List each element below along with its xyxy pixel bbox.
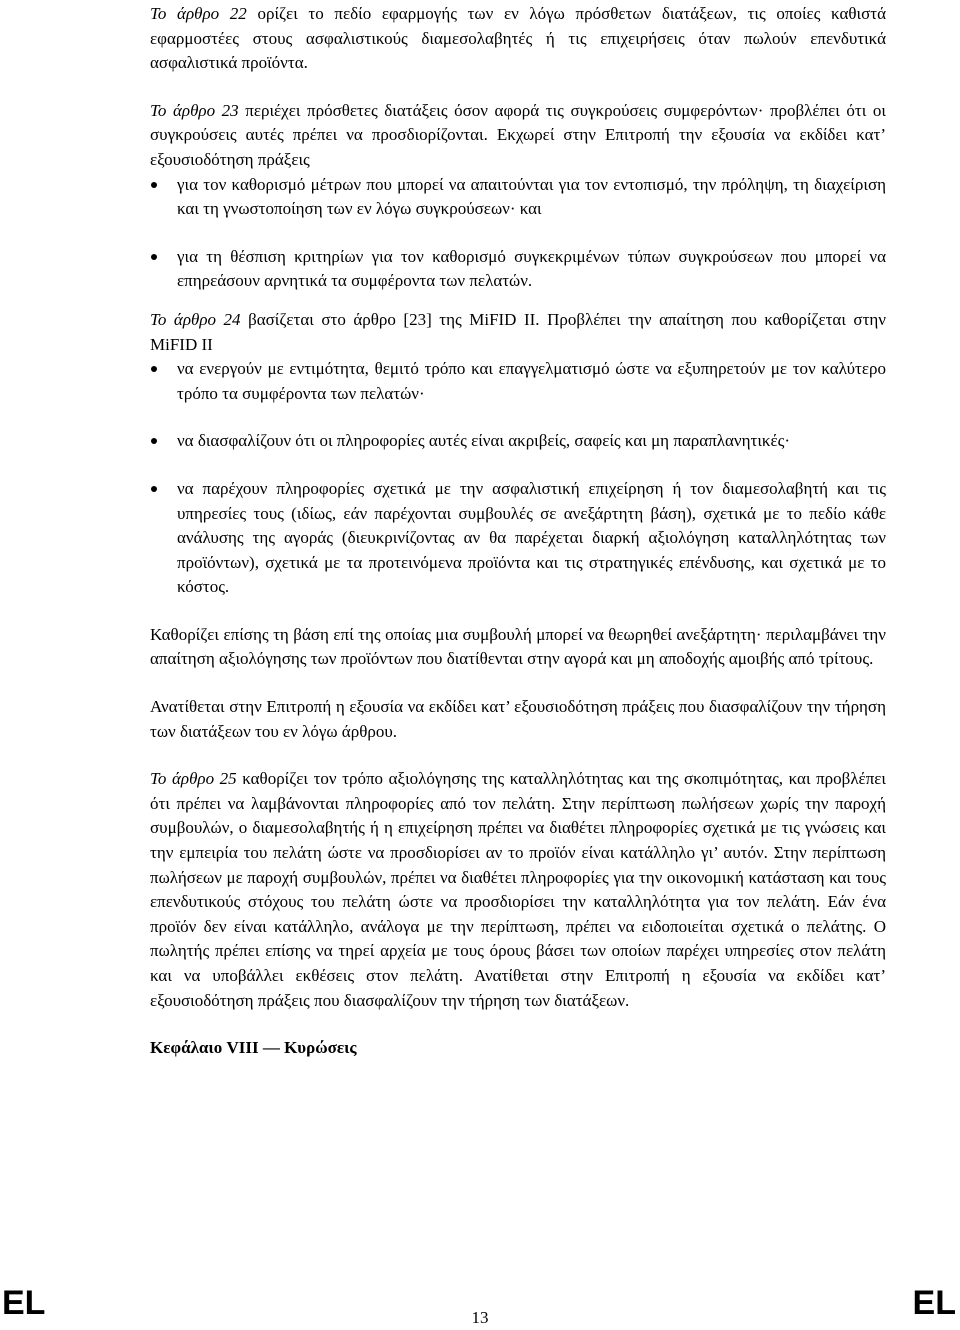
footer-language-left: EL xyxy=(2,1284,46,1322)
bullet-list-conflicts xyxy=(150,173,886,294)
paragraph-article-24: Το άρθρο 24 βασίζεται στο άρθρο [23] της MiFID II. Προβλέπει την απαίτηση που καθορίζεται στην MiFID II xyxy=(150,309,886,354)
list-item: για τον καθορισμό μέτρων που μπορεί να απαιτούνται για τον εντοπισμό, την πρόληψη, τη διαχείριση και τη γνωστοποίηση των εν λόγω συγκρούσεων· και xyxy=(150,173,886,222)
paragraph-article-22: Το άρθρο 22 ορίζει το πεδίο εφαρμογής των εν λόγω πρόσθετων διατάξεων, τις οποίες καθιστά εφαρμοστέες στους ασφαλιστικούς διαμεσολαβητές ή τις επιχειρήσεις όταν πωλούν επενδυτικά ασφαλιστικά προϊόντα. xyxy=(150,4,886,73)
chapter-heading: Κεφάλαιο VIII — Κυρώσεις xyxy=(150,1038,357,1058)
article-reference: Το άρθρο 23 xyxy=(150,100,239,120)
bullet-icon xyxy=(151,486,157,492)
page-number: 13 xyxy=(471,1308,489,1327)
bullet-icon xyxy=(151,182,157,188)
paragraph-delegated-acts: Ανατίθεται στην Επιτροπή η εξουσία να εκδίδει κατ’ εξουσιοδότηση πράξεις που διασφαλίζουν την τήρηση των διατάξεων του εν λόγω άρθρου. xyxy=(150,697,886,741)
document-body xyxy=(150,2,886,1061)
paragraph-independent-advice: Καθορίζει επίσης τη βάση επί της οποίας μια συμβουλή μπορεί να θεωρηθεί ανεξάρτητη· περιλαμβάνει την απαίτηση αξιολόγησης των προϊόντων που διατίθενται στην αγορά και μη αποδοχής αμοιβής από τρίτους. xyxy=(150,624,886,669)
footer-language-right: EL xyxy=(912,1284,956,1322)
bullet-icon xyxy=(151,254,157,260)
article-reference: Το άρθρο 22 xyxy=(150,4,247,23)
list-item: να ενεργούν με εντιμότητα, θεμιτό τρόπο και επαγγελματισμό ώστε να εξυπηρετούν με τον καλύτερο τρόπο τα συμφέροντα των πελατών· xyxy=(150,357,886,406)
list-item: να παρέχουν πληροφορίες σχετικά με την ασφαλιστική επιχείρηση ή τον διαμεσολαβητή και τις υπηρεσίες τους (ιδίως, εάν παρέχονται συμβουλές σε ανεξάρτητη βάση), σχετικά με το πεδίο κάθε ανάλυσης της αγοράς (διευκρινίζοντας αν θα παρέχεται διαρκή αξιολόγηση καταλληλότητας των προϊόντων), σχετικά με τα προτεινόμενα προϊόντα και τις στρατηγικές επένδυσης, και σχετικά με το κόστος. xyxy=(150,477,886,600)
article-reference: Το άρθρο 24 xyxy=(150,309,241,329)
bullet-icon xyxy=(151,366,157,372)
bullet-icon xyxy=(151,438,157,444)
paragraph-article-23: Το άρθρο 23 περιέχει πρόσθετες διατάξεις όσον αφορά τις συγκρούσεις συμφερόντων· προβλέπει ότι οι συγκρούσεις αυτές πρέπει να προσδιορίζονται. Εκχωρεί στην Επιτροπή την εξουσία να εκδίδει κατ’ εξουσιοδότηση πράξεις xyxy=(150,100,886,169)
paragraph-article-25: Το άρθρο 25 καθορίζει τον τρόπο αξιολόγησης της καταλληλότητας και της σκοπιμότητας, και προβλέπει ότι πρέπει να λαμβάνονται πληροφορίες από τον πελάτη. Στην περίπτωση πωλήσεων χωρίς την παροχή συμβουλών, ο διαμεσολαβητής ή η επιχείρηση πρέπει να διαθέτει πληροφορίες σχετικά με τις γνώσεις και την εμπειρία του πελάτη ώστε να προσδιορίσει αν το προϊόν είναι κατάλληλο γι’ αυτόν. Στην περίπτωση πωλήσεων με παροχή συμβουλών, πρέπει να διαθέτει πληροφορίες για την οικονομική κατάσταση και τους επενδυτικούς στόχους του πελάτη ώστε να προσδιορίσει την καταλληλότητα για τον πελάτη. Εάν ένα προϊόν δεν είναι κατάλληλο, ανάλογα με την περίπτωση, πρέπει να ειδοποιείται σχετικά ο πελάτης. Ο πωλητής πρέπει επίσης να τηρεί αρχεία με τους όρους βάσει των οποίων παρέχει υπηρεσίες στον πελάτη και να υποβάλλει εκθέσεις στον πελάτη. Ανατίθεται στην Επιτροπή η εξουσία να εκδίδει κατ’ εξουσιοδότηση πράξεις που διασφαλίζουν την τήρηση των διατάξεων. xyxy=(150,769,886,1010)
list-item: για τη θέσπιση κριτηρίων για τον καθορισμό συγκεκριμένων τύπων συγκρούσεων που μπορεί να επηρεάσουν αρνητικά τα συμφέροντα των πελατών. xyxy=(150,245,886,294)
list-item: να διασφαλίζουν ότι οι πληροφορίες αυτές είναι ακριβείς, σαφείς και μη παραπλανητικές· xyxy=(150,429,886,454)
article-reference: Το άρθρο 25 xyxy=(150,769,237,789)
bullet-list-requirements xyxy=(150,357,886,600)
